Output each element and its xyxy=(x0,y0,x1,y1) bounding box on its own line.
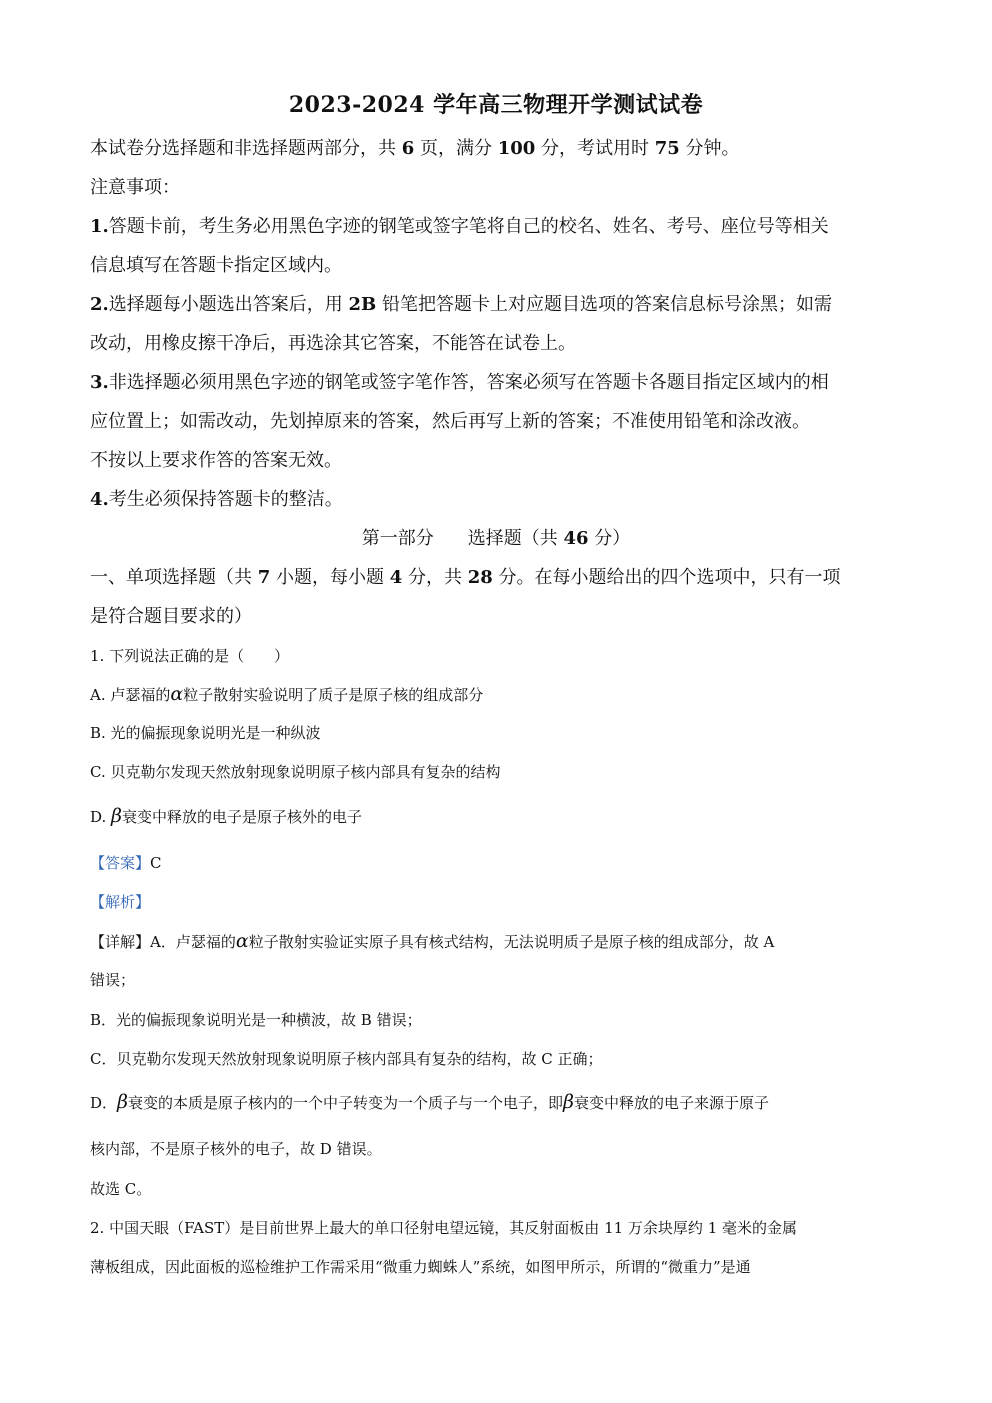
note-text: 选择题每小题选出答案后，用 xyxy=(108,294,349,315)
section-one-heading-line-2: 是符合题目要求的） xyxy=(90,606,252,627)
explanation-text: 粒子散射实验证实原子具有核式结构，无法说明质子是原子核的组成部分，故 A xyxy=(248,933,775,951)
explanation-d-line-2: 核内部，不是原子核外的电子，故 D 错误。 xyxy=(90,1140,382,1158)
option-text: 粒子散射实验说明了质子是原子核的组成部分 xyxy=(183,686,484,704)
note-number: 1. xyxy=(90,216,109,237)
note-text: 铅笔把答题卡上对应题目选项的答案信息标号涂黑；如需 xyxy=(376,294,833,315)
question-1-option-a xyxy=(90,683,483,705)
part-text: 选择题（共 xyxy=(467,528,564,549)
conclusion: 故选 C。 xyxy=(90,1180,152,1198)
note-number: 2. xyxy=(90,294,109,315)
alpha-symbol: α xyxy=(170,683,184,705)
intro-line xyxy=(90,134,740,160)
note-3-line-1 xyxy=(90,368,829,394)
section-text: 分。在每小题给出的四个选项中，只有一项 xyxy=(492,567,841,588)
note-1-line-1 xyxy=(90,212,829,238)
answer-value: C xyxy=(150,854,162,872)
analysis-label: 【解析】 xyxy=(90,893,151,911)
explanation-a-line-2: 错误； xyxy=(90,971,136,989)
intro-text: 本试卷分选择题和非选择题两部分，共 xyxy=(90,138,402,159)
option-text: A. 卢瑟福的 xyxy=(90,686,171,704)
note-text: 答题卡前，考生务必用黑色字迹的钢笔或签字笔将自己的校名、姓名、考号、座位号等相关 xyxy=(108,216,829,237)
question-2-line-2: 薄板组成，因此面板的巡检维护工作需采用“微重力蜘蛛人”系统，如图甲所示，所谓的“微重力”是通 xyxy=(90,1258,751,1276)
question-1-option-b: B. 光的偏振现象说明光是一种纵波 xyxy=(90,724,321,742)
points-each: 4 xyxy=(389,567,403,588)
note-4-line-1 xyxy=(90,485,343,511)
question-2-line-1: 2. 中国天眼（FAST）是目前世界上最大的单口径射电望远镜，其反射面板由 11 万余块厚约 1 毫米的金属 xyxy=(90,1219,798,1237)
question-count: 7 xyxy=(257,567,271,588)
explanation-text: D． xyxy=(90,1094,118,1112)
part-label: 第一部分 xyxy=(361,528,434,549)
explanation-text: 衰变的本质是原子核内的一个中子转变为一个质子与一个电子，即 xyxy=(128,1094,564,1112)
note-number: 3. xyxy=(90,372,109,393)
section-text: 一、单项选择题（共 xyxy=(90,567,258,588)
explanation-c: C．贝克勒尔发现天然放射现象说明原子核内部具有复杂的结构，故 C 正确； xyxy=(90,1050,603,1068)
intro-text: 分钟。 xyxy=(679,138,740,159)
intro-text: 分，考试用时 xyxy=(535,138,655,159)
note-3-line-3: 不按以上要求作答的答案无效。 xyxy=(90,450,342,471)
beta-symbol: β xyxy=(111,805,123,827)
exam-time: 75 xyxy=(654,138,680,159)
explanation-a-line-1 xyxy=(90,930,774,952)
pencil-grade: 2B xyxy=(348,294,377,315)
note-text: 非选择题必须用黑色字迹的钢笔或签字笔作答，答案必须写在答题卡各题目指定区域内的相 xyxy=(108,372,829,393)
explanation-d-line-1 xyxy=(90,1091,769,1113)
answer-label: 【答案】 xyxy=(90,854,151,872)
notice-heading: 注意事项： xyxy=(90,177,180,198)
answer-line xyxy=(90,852,162,873)
explanation-text: A．卢瑟福的 xyxy=(150,933,236,951)
beta-symbol: β xyxy=(117,1091,129,1113)
page-title: 2023-2024 学年高三物理开学测试试卷 xyxy=(288,92,704,118)
note-text: 考生必须保持答题卡的整洁。 xyxy=(108,489,343,510)
section-one-heading xyxy=(90,563,841,589)
note-2-line-2: 改动，用橡皮擦干净后，再选涂其它答案，不能答在试卷上。 xyxy=(90,333,576,354)
beta-symbol: β xyxy=(563,1091,575,1113)
note-3-line-2: 应位置上；如需改动，先划掉原来的答案，然后再写上新的答案；不准使用铅笔和涂改液。 xyxy=(90,411,810,432)
full-score: 100 xyxy=(497,138,536,159)
intro-text: 页，满分 xyxy=(414,138,498,159)
part-text: 分） xyxy=(588,528,631,549)
part-one-heading xyxy=(0,524,992,550)
alpha-symbol: α xyxy=(235,930,249,952)
section-text: 分，共 xyxy=(402,567,468,588)
note-number: 4. xyxy=(90,489,109,510)
explanation-text: 衰变中释放的电子来源于原子 xyxy=(574,1094,770,1112)
note-2-line-1 xyxy=(90,290,832,316)
page-count: 6 xyxy=(401,138,415,159)
option-text: 衰变中释放的电子是原子核外的电子 xyxy=(122,808,363,826)
note-1-line-2: 信息填写在答题卡指定区域内。 xyxy=(90,255,342,276)
question-1-option-c: C. 贝克勒尔发现天然放射现象说明原子核内部具有复杂的结构 xyxy=(90,763,501,781)
option-text: D. xyxy=(90,808,112,826)
explanation-b: B．光的偏振现象说明光是一种横波，故 B 错误； xyxy=(90,1011,422,1029)
points-total: 28 xyxy=(467,567,493,588)
question-1-option-d xyxy=(90,805,362,827)
section-text: 小题，每小题 xyxy=(270,567,390,588)
part-points: 46 xyxy=(563,528,589,549)
question-1-stem: 1. 下列说法正确的是（ ） xyxy=(90,647,290,665)
detail-label: 【详解】 xyxy=(90,933,151,951)
